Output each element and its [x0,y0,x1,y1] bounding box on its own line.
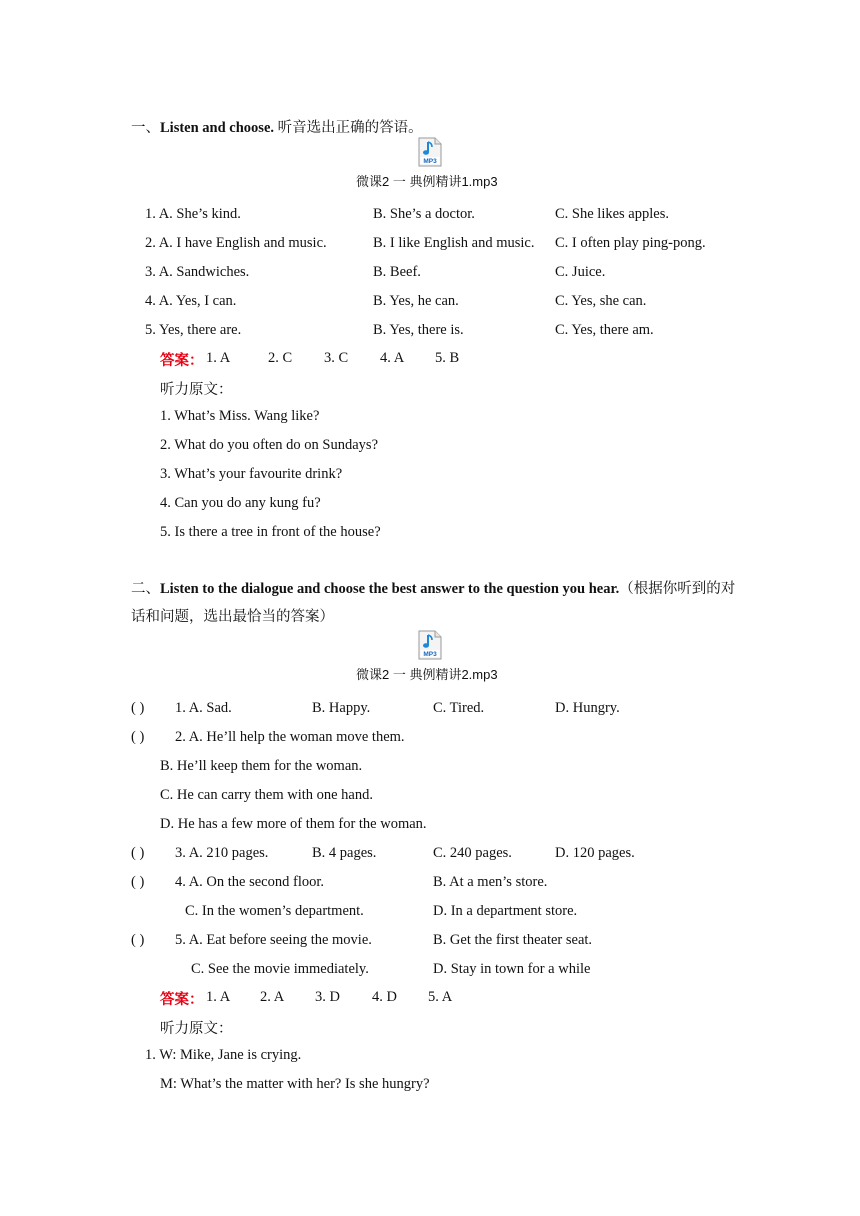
section-1-heading-zh: 听音选出正确的答语。 [277,120,423,136]
q4-option-a: 4. A. On the second floor. [175,874,325,890]
s1-item-1-c: C. She likes apples. [555,206,669,222]
s2-transcript-line-2: M: What’s the matter with her? Is she hungry? [160,1076,430,1092]
s1-item-1-a: 1. A. She’s kind. [145,206,241,222]
q2-bracket[interactable]: ( ) [131,729,145,745]
q5-option-a: 5. A. Eat before seeing the movie. [175,932,372,948]
q5-option-b: B. Get the first theater seat. [433,932,593,948]
q4-bracket[interactable]: ( ) [131,874,145,890]
s2-answer-2: 2. A [260,989,285,1005]
q4-option-d: D. In a department store. [433,903,578,919]
s2-answer-5: 5. A [428,989,453,1005]
s1-answer-1: 1. A [206,350,231,366]
s2-transcript-label: 听力原文： [160,1021,233,1037]
q1-bracket[interactable]: ( ) [131,700,145,716]
s1-item-4-b: B. Yes, he can. [373,293,459,309]
s1-answer-2: 2. C [268,350,293,366]
s1-item-3-a: 3. A. Sandwiches. [145,264,250,280]
s1-item-5-a: 5. Yes, there are. [145,322,242,338]
q3-option-b: B. 4 pages. [312,845,377,861]
q2-option-b: B. He’ll keep them for the woman. [160,758,363,774]
s1-item-3-c: C. Juice. [555,264,606,280]
s2-answer-3: 3. D [315,989,340,1005]
s1-answer-5: 5. B [435,350,460,366]
q5-bracket[interactable]: ( ) [131,932,145,948]
q1-option-a: 1. A. Sad. [175,700,232,716]
section-2-heading-en: Listen to the dialogue and choose the best answer to the question you hear. [160,581,620,597]
s1-transcript-line-1: 1. What’s Miss. Wang like? [160,408,320,424]
mp3-file-icon[interactable] [417,630,443,660]
svg-text:MP3: MP3 [423,651,437,658]
q1-option-b: B. Happy. [312,700,371,716]
s1-item-4-a: 4. A. Yes, I can. [145,293,237,309]
q3-option-c: C. 240 pages. [433,845,512,861]
q3-option-a: 3. A. 210 pages. [175,845,269,861]
attachment-1-label[interactable]: 微课2 一 典例精讲1.mp3 [356,174,498,189]
s1-item-2-a: 2. A. I have English and music. [145,235,327,251]
s1-answer-3: 3. C [324,350,349,366]
q2-option-d: D. He has a few more of them for the woman. [160,816,427,832]
q5-option-d: D. Stay in town for a while [433,961,591,977]
s2-transcript-line-1: 1. W: Mike, Jane is crying. [145,1047,302,1063]
s1-transcript-label: 听力原文： [160,382,233,398]
q1-option-c: C. Tired. [433,700,485,716]
section-2-heading-zh: （根据你听到的对话和问题，选出最恰当的答案） [131,581,736,625]
s1-item-2-c: C. I often play ping-pong. [555,235,706,251]
q4-option-c: C. In the women’s department. [185,903,364,919]
q1-option-d: D. Hungry. [555,700,620,716]
q2-option-a: 2. A. He’ll help the woman move them. [175,729,405,745]
s1-answer-label: 答案： [160,353,204,369]
svg-text:MP3: MP3 [423,158,437,165]
s2-answer-label: 答案： [160,992,204,1008]
q3-bracket[interactable]: ( ) [131,845,145,861]
section-1-heading-prefix: 一、 [131,120,160,136]
q5-option-c: C. See the movie immediately. [191,961,369,977]
s1-transcript-line-5: 5. Is there a tree in front of the house? [160,524,381,540]
q3-option-d: D. 120 pages. [555,845,635,861]
s1-answer-4: 4. A [380,350,405,366]
s1-item-5-b: B. Yes, there is. [373,322,464,338]
section-1-heading [131,116,423,137]
section-2-heading [131,575,741,631]
q2-option-c: C. He can carry them with one hand. [160,787,373,803]
s1-transcript-line-2: 2. What do you often do on Sundays? [160,437,379,453]
s1-transcript-line-3: 3. What’s your favourite drink? [160,466,343,482]
s1-item-4-c: C. Yes, she can. [555,293,647,309]
s1-item-5-c: C. Yes, there am. [555,322,654,338]
mp3-file-icon[interactable] [417,137,443,167]
q4-option-b: B. At a men’s store. [433,874,548,890]
attachment-2-label[interactable]: 微课2 一 典例精讲2.mp3 [356,667,498,682]
section-2-heading-prefix: 二、 [131,581,160,597]
s1-item-1-b: B. She’s a doctor. [373,206,475,222]
s1-transcript-line-4: 4. Can you do any kung fu? [160,495,321,511]
s2-answer-1: 1. A [206,989,231,1005]
section-1-heading-en: Listen and choose. [160,120,275,136]
s1-item-3-b: B. Beef. [373,264,421,280]
s2-answer-4: 4. D [372,989,397,1005]
s1-item-2-b: B. I like English and music. [373,235,535,251]
